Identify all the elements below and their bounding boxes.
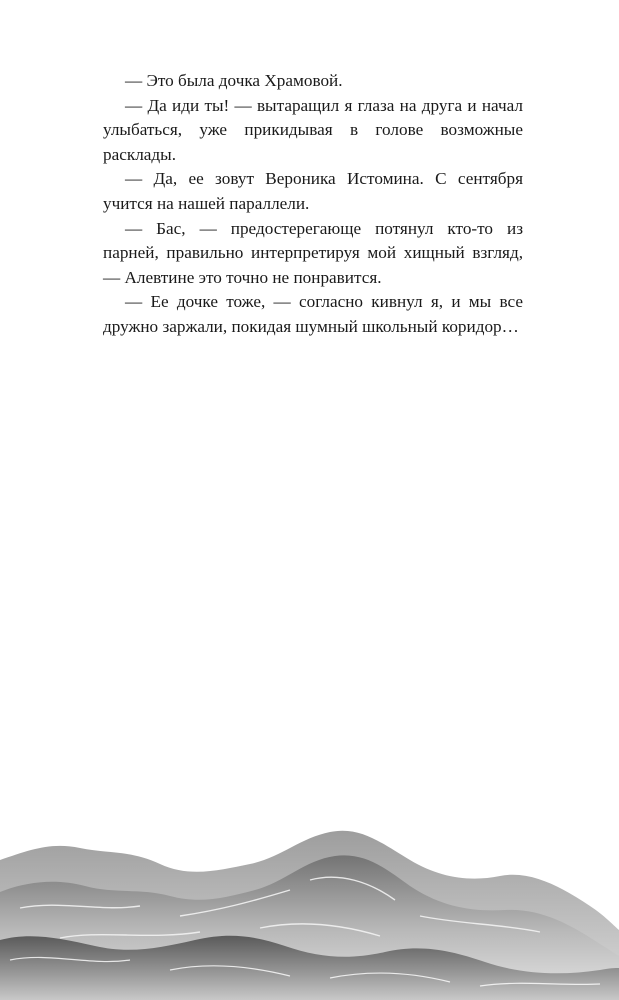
paragraph-5: — Ее дочке тоже, — согласно кивнул я, и мы все дружно заржали, покидая шумный школьный коридор…: [103, 292, 523, 336]
paragraph-1: — Это была дочка Храмовой.: [125, 71, 343, 90]
paragraph-2: — Да иди ты! — вытаращил я глаза на друга и начал улыбаться, уже прикидывая в голове возможные расклады.: [103, 95, 523, 164]
sea-waves-illustration: [0, 820, 619, 1000]
paragraph-3: — Да, ее зовут Вероника Истомина. С сентября учится на нашей параллели.: [103, 169, 523, 213]
paragraph-4: — Бас, — предостерегающе потянул кто-то из парней, правильно интерпретируя мой хищный взгляд, — Алевтине это точно не понравится.: [103, 218, 523, 287]
body-text: [103, 69, 523, 340]
